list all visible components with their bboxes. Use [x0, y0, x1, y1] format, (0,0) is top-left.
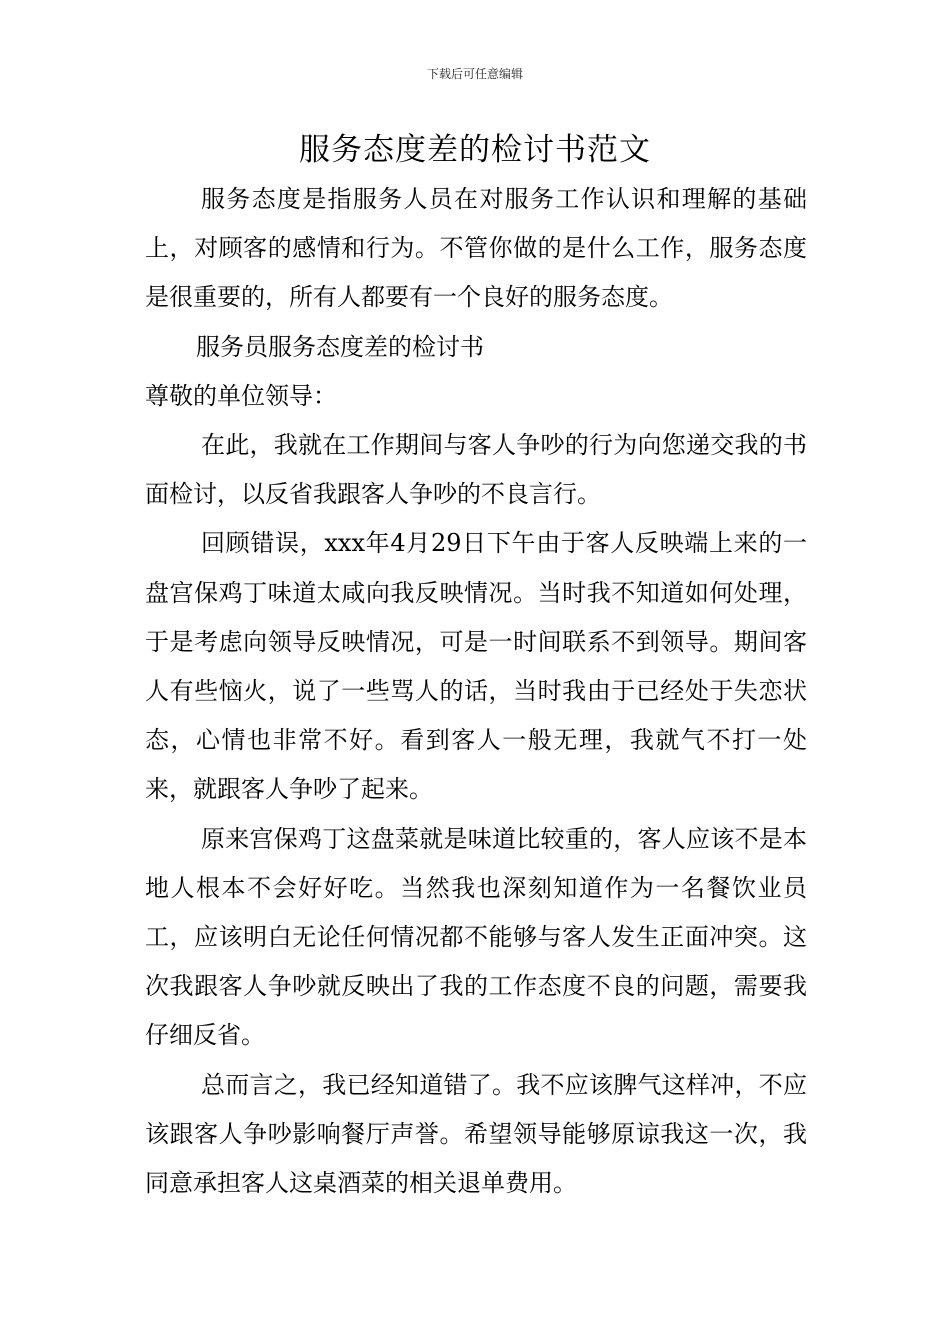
header-note: 下载后可任意编辑 [426, 67, 523, 81]
paragraph-4: 总而言之，我已经知道错了。我不应该脾气这样冲，不应该跟客人争吵影响餐厅声誉。希望领导能够原谅我这一次，我同意承担客人这桌酒菜的相关退单费用。 [145, 1070, 807, 1198]
document-title: 服务态度差的检讨书范文 [299, 132, 651, 168]
salutation: 尊敬的单位领导： [145, 381, 337, 410]
paragraph-1: 在此，我就在工作期间与客人争吵的行为向您递交我的书面检讨，以反省我跟客人争吵的不良言行。 [145, 431, 807, 509]
paragraph-3: 原来宫保鸡丁这盘菜就是味道比较重的，客人应该不是本地人根本不会好好吃。当然我也深刻知道作为一名餐饮业员工，应该明白无论任何情况都不能够与客人发生正面冲突。这次我跟客人争吵就反映出了我的工作态度不良的问题，需要我仔细反省。 [145, 824, 807, 1050]
paragraph-2: 回顾错误，xxx年4月29日下午由于客人反映端上来的一盘宫保鸡丁味道太咸向我反映情况。当时我不知道如何处理，于是考虑向领导反映情况，可是一时间联系不到领导。期间客人有些恼火，说了一些骂人的话，当时我由于已经处于失恋状态，心情也非常不好。看到客人一般无理，我就气不打一处来，就跟客人争吵了起来。 [145, 529, 807, 804]
letter-subtitle: 服务员服务态度差的检讨书 [196, 332, 484, 361]
document-body [145, 175, 807, 1208]
intro-paragraph: 服务态度是指服务人员在对服务工作认识和理解的基础上，对顾客的感情和行为。不管你做的是什么工作，服务态度是很重要的，所有人都要有一个良好的服务态度。 [145, 185, 807, 312]
